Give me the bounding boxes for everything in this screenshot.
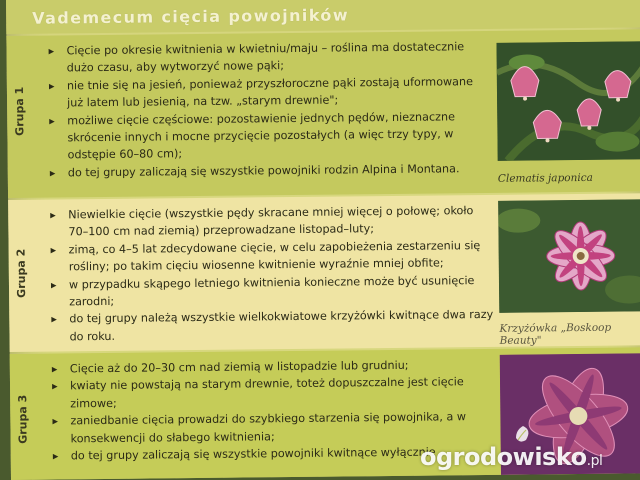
watermark: [420, 443, 602, 471]
page-title: Vademecum cięcia powojników: [32, 5, 350, 28]
photo-caption: Krzyżówka „Boskoop Beauty": [499, 321, 612, 347]
group-2-section: [8, 193, 640, 352]
group-2-list: [50, 202, 493, 346]
list-item: ▸ Cięcie aż do 20–30 cm nad ziemią w listopadzie lub grudniu;: [52, 356, 494, 378]
group-1-section: [6, 29, 640, 198]
list-item: ▸ do tej grupy zaliczają się wszystkie powojniki kwitnące wyłącznie: [53, 443, 495, 465]
title-bar: [6, 0, 640, 34]
group-3-label: Grupa 3: [16, 394, 30, 444]
book-page: [6, 0, 640, 480]
clematis-japonica-photo: [496, 41, 640, 161]
boskoop-beauty-photo: [498, 199, 640, 313]
list-item: ▸ zimą, co 4–5 lat zdecydowane cięcie, w celu zapobieżenia zestarzeniu się rośliny; po takim cięciu wiosenne kwitnienie wyraźnie mniej obfite;: [51, 237, 493, 276]
list-item: ▸ możliwe cięcie częściowe: pozostawienie jednych pędów, nieznaczne skrócenie innych i mocne przycięcie pozostałych (a więc trzy typy, w odstępie 60–80 cm);: [49, 108, 492, 165]
watermark-suffix: .pl: [586, 453, 603, 469]
list-item: ▸ Cięcie po okresie kwitnienia w kwietniu/maju – roślina ma dostatecznie dużo czasu, aby wytworzyć nowe pąki;: [48, 38, 490, 77]
watermark-main: ogrodowisko: [420, 443, 587, 471]
list-item: ▸ do tej grupy zaliczają się wszystkie powojniki rodzin Alpina i Montana.: [50, 160, 492, 182]
group-2-label: Grupa 2: [14, 248, 29, 298]
group-1-list: [48, 38, 491, 182]
photo-caption: Clematis japonica: [497, 171, 593, 185]
list-item: ▸ zaniedbanie cięcia prowadzi do szybkiego starzenia się powojnika, a w konsekwencji do słabego kwitnienia;: [52, 408, 494, 447]
list-item: ▸ nie tnie się na jesień, ponieważ przyszłoroczne pąki zostają uformowane już latem lub jesienią, na tzw. „starym drewnie";: [49, 73, 491, 112]
list-item: ▸ w przypadku skąpego letniego kwitnienia konieczne może być usunięcie zarodni;: [51, 272, 493, 311]
list-item: ▸ kwiaty nie powstają na starym drewnie, toteż dopuszczalne jest cięcie zimowe;: [52, 373, 494, 412]
list-item: ▸ Niewielkie cięcie (wszystkie pędy skracane mniej więcej o połowę; około 70–100 cm nad ziemią) przeprowadzane listopad–luty;: [50, 202, 492, 241]
group-1-label: Grupa 1: [12, 86, 27, 136]
list-item: ▸ do tej grupy należą wszystkie wielkokwiatowe krzyżówki kwitnące dwa razy do roku.: [51, 306, 493, 345]
